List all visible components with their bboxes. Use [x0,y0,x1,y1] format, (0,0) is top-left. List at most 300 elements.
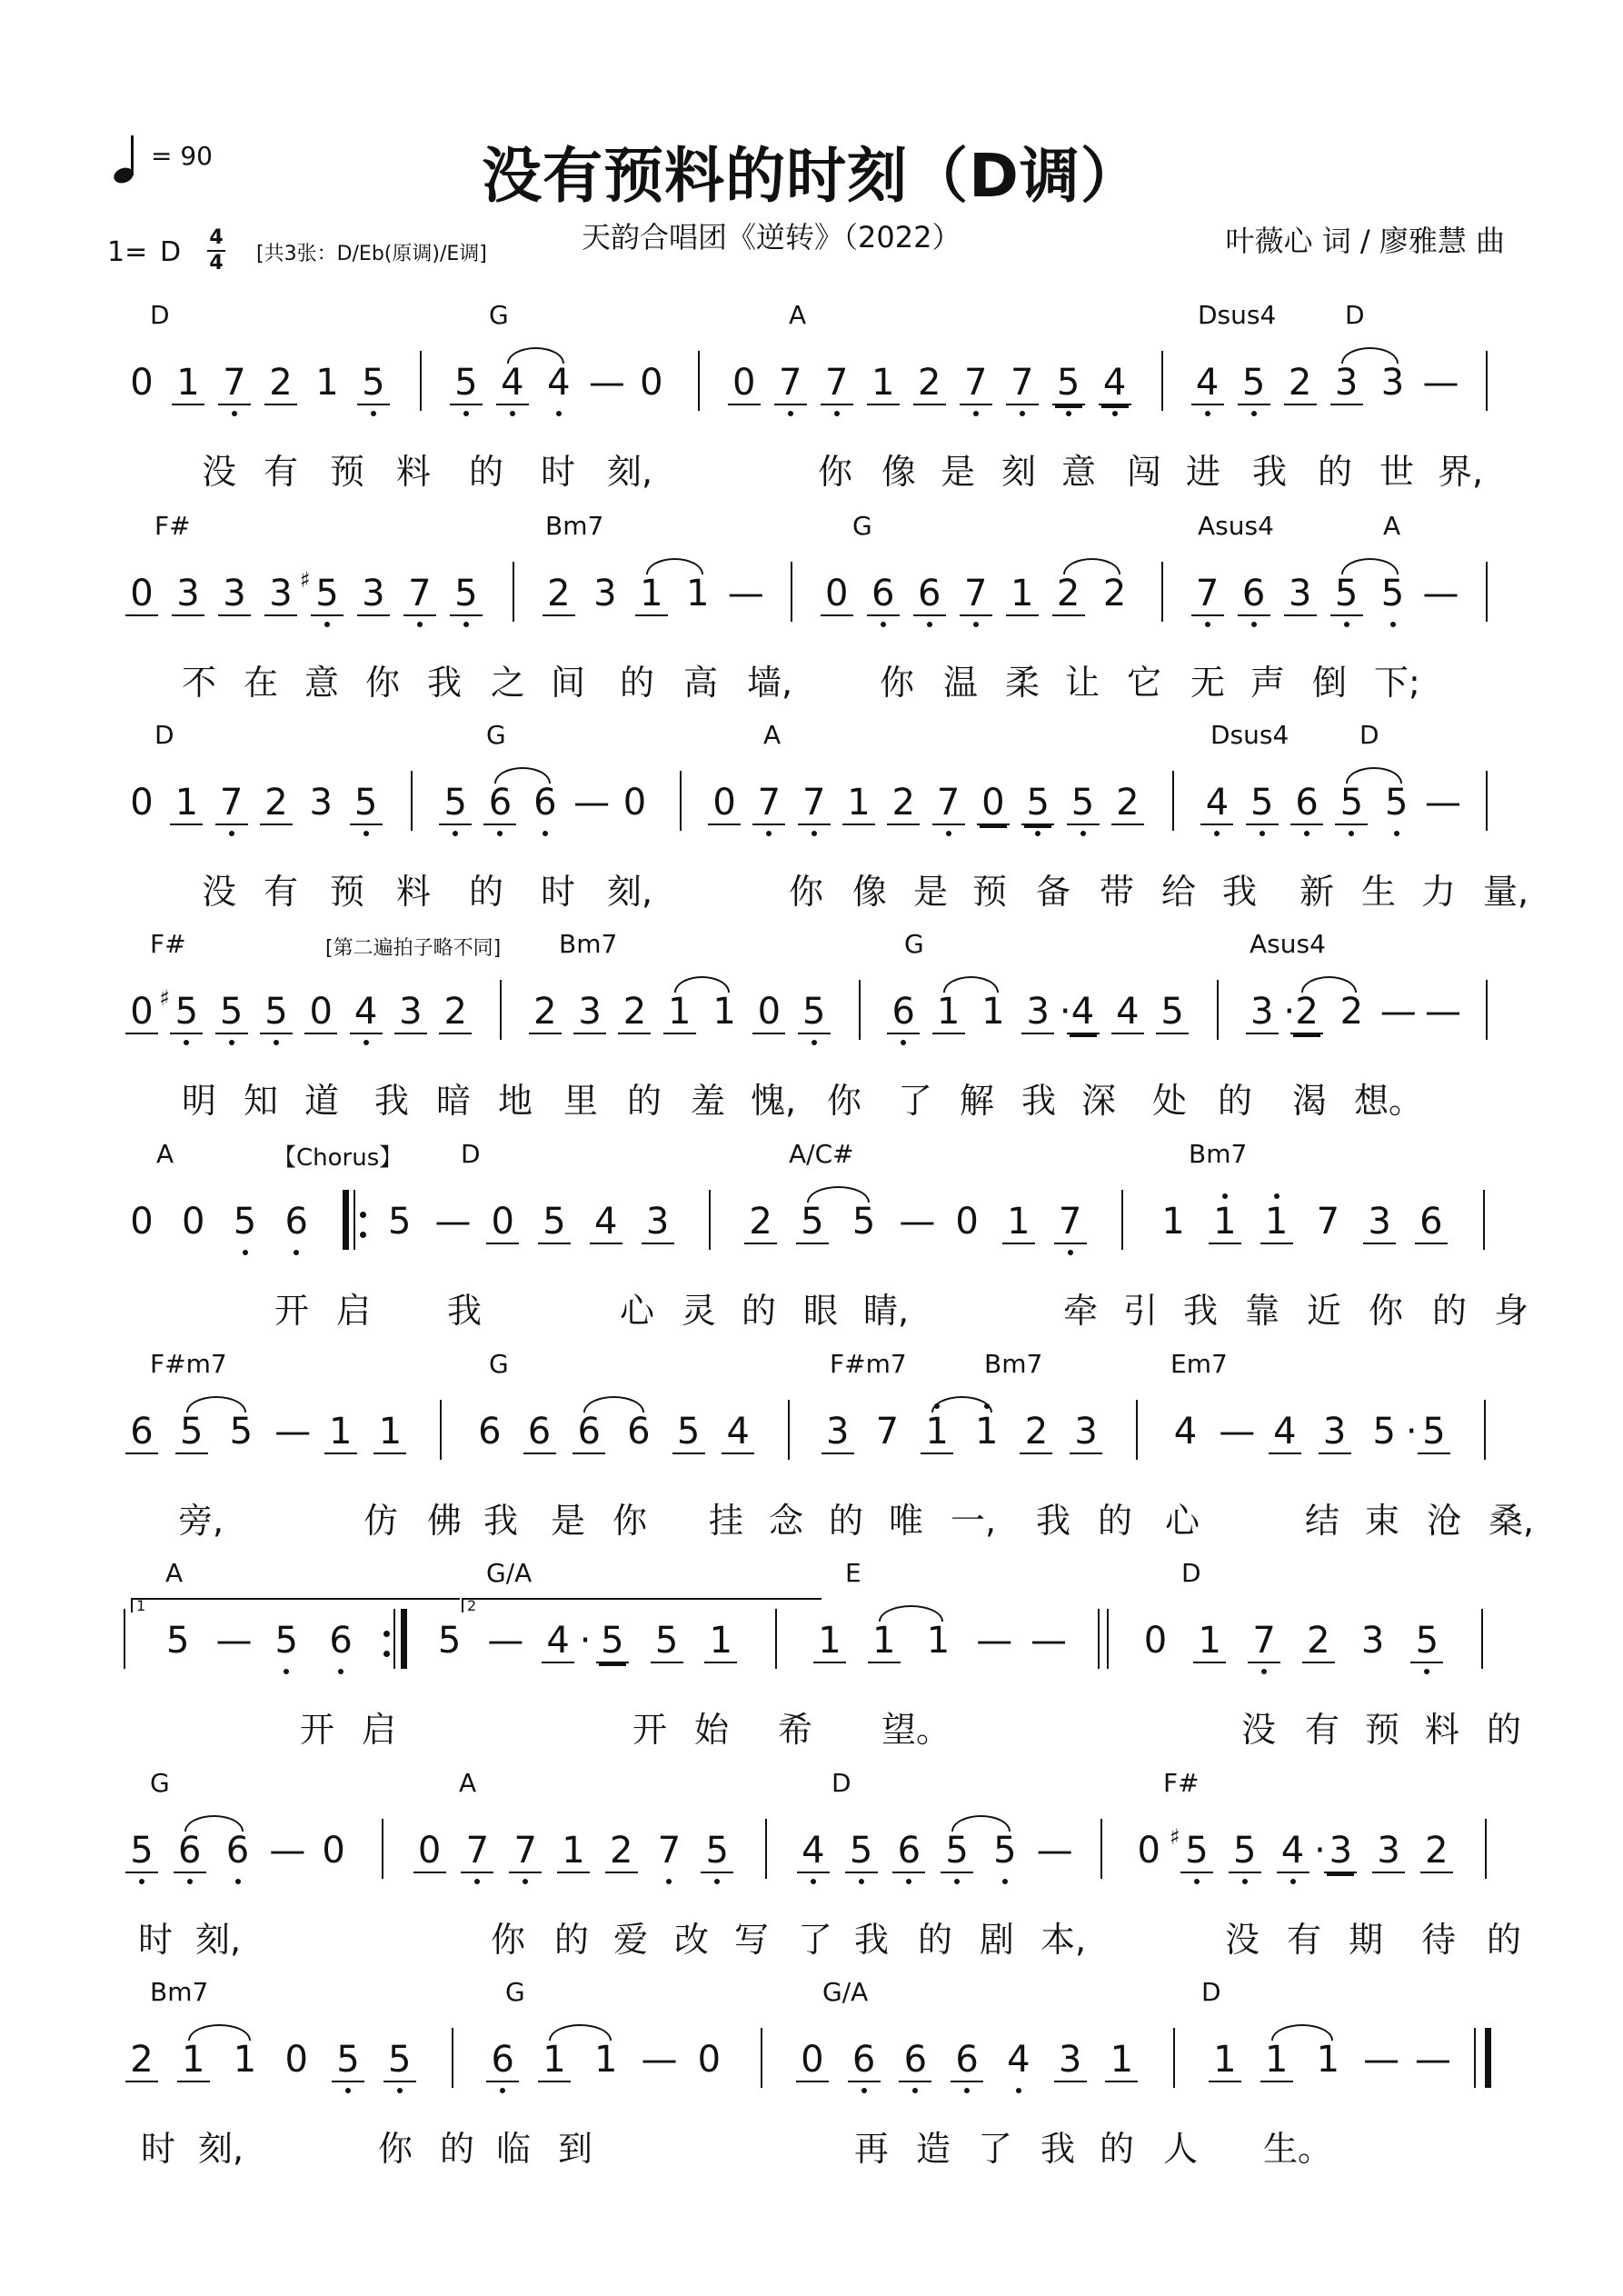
lyric-syllable: 有 [1287,1920,1322,1960]
lyric-syllable: 的 [1218,1081,1253,1121]
lyric-syllable: 地 [498,1081,533,1121]
note: 5 [1410,1620,1443,1663]
note: 5 [1052,362,1085,405]
note: 2 [543,573,575,616]
sustain-dash: — [215,1620,253,1662]
lyric-syllable: 旁, [178,1501,224,1541]
note: 6 [529,782,562,824]
tie-arc [1063,558,1120,574]
note: 0 [640,362,663,404]
low-octave-dot [912,2088,918,2093]
note: 1 [663,991,696,1034]
key-letter: D [160,236,182,268]
lyric-syllable: 造 [916,2129,951,2169]
note: 3 [1372,1830,1405,1873]
chord-symbol: E [845,1558,861,1588]
barline [775,1609,777,1669]
staff-system [0,1349,1623,1558]
note: 1 [1260,2039,1293,2082]
lyric-syllable: 愧, [751,1081,797,1121]
note: 3 [1021,991,1054,1034]
note: 0 [708,782,741,825]
low-octave-dot [1214,831,1220,836]
subtitle: 天韵合唱团《逆转》（2022） [582,220,961,255]
note: 1 [1161,1201,1185,1243]
low-octave-dot [523,1879,528,1884]
lyric-syllable: 生 [1361,872,1397,912]
note: 0 [821,573,853,616]
note: 5 [845,1830,878,1873]
low-octave-dot [861,2088,867,2093]
barline [1217,980,1219,1040]
note: 4 [797,1830,830,1873]
tie-arc [507,347,564,364]
lyric-syllable: 预 [972,872,1008,912]
barline [411,771,413,831]
lyric-syllable: 的 [554,1920,590,1960]
note: 4 [722,1411,754,1454]
note: 5 [798,991,831,1034]
chord-symbol: F# [1163,1768,1200,1798]
chord-symbol: G [852,511,872,541]
lyric-syllable: 身 [1494,1291,1529,1331]
note: 1 [1002,1201,1035,1244]
lyric-syllable: 处 [1152,1081,1188,1121]
low-octave-dot [1002,1879,1008,1884]
chord-symbol: Asus4 [1198,511,1274,541]
lyric-syllable: 刻, [198,2129,244,2169]
note: 4 [1173,1411,1198,1452]
low-octave-dot [371,411,376,416]
lyric-syllable: 我 [427,663,463,703]
lyric-syllable: 预 [330,872,365,912]
note: 5 [439,782,472,825]
note: 6 [887,991,920,1034]
note: 1 [868,1620,901,1663]
low-octave-dot [1424,1669,1429,1674]
note: 1 [233,2039,257,2081]
versions-note: [共3张：D/Eb(原调)/E调] [256,243,487,265]
lyric-syllable: 道 [304,1081,340,1121]
time-signature-top: 4 [209,226,224,249]
repeat-dots [359,1206,366,1243]
note: 0 [697,2039,722,2081]
lyric-syllable: 是 [551,1501,586,1541]
note: 4 [543,362,575,404]
note: 1 [981,991,1005,1033]
tie-arc [943,976,999,993]
lyric-syllable: 预 [1365,1710,1400,1750]
low-octave-dot [811,1879,816,1884]
low-octave-dot [1290,1879,1296,1884]
low-octave-dot [463,411,469,416]
note: 7 [798,782,831,825]
low-octave-dot [1080,831,1086,836]
lyric-syllable: 它 [1127,663,1162,703]
performance-note: [第二遍拍子略不同] [325,937,502,960]
barline [1485,1819,1487,1879]
barline [513,562,514,622]
note: 3 [172,573,204,616]
lyric-syllable: 待 [1421,1920,1457,1960]
note: 4 [1002,2039,1035,2081]
tie-arc [1271,2024,1334,2041]
low-octave-dot [229,1040,234,1045]
lyric-syllable: 新 [1299,872,1335,912]
barline [709,1190,711,1250]
note: 2 [887,782,920,825]
note: 7 [218,362,251,405]
note: 2 [1302,1620,1335,1663]
lyric-syllable: 在 [244,663,279,703]
note: 1 [172,362,204,405]
note: 0 [486,1201,519,1244]
lyric-syllable: 启 [336,1291,372,1331]
lyric-syllable: 解 [960,1081,995,1121]
sustain-dash: — [1422,362,1459,404]
lyric-syllable: 心 [1165,1501,1200,1541]
chord-symbol: F#m7 [150,1349,227,1379]
lyric-syllable: 写 [734,1920,770,1960]
lyric-syllable: 我 [447,1291,483,1331]
note: 0 [322,1830,345,1872]
lyric-syllable: 剧 [980,1920,1015,1960]
low-octave-dot [139,1879,144,1884]
lyric-syllable: 下; [1374,663,1420,703]
barline [1486,562,1488,622]
chord-symbol: G/A [822,1977,869,2007]
lyric-syllable: 人 [1163,2129,1199,2169]
note: 0 [182,1201,205,1243]
note: 5 [1330,573,1363,616]
low-octave-dot [714,1879,720,1884]
note: 6 [627,1411,651,1452]
double-barline [1098,1609,1100,1669]
sustain-dash: — [1219,1411,1256,1452]
lyric-syllable: 了 [978,2129,1013,2169]
low-octave-dot [1260,831,1265,836]
lyric-syllable: 刻 [1001,452,1037,492]
note: 6 [280,1201,313,1243]
low-octave-dot [229,831,234,836]
note: 5 [175,1411,208,1454]
note: 1 [1260,1201,1293,1244]
chord-symbol: F# [154,511,191,541]
note: 6 [222,1830,254,1872]
sustain-dash: — [434,1201,472,1243]
note: 3 [264,573,297,616]
tie-arc [1341,558,1399,574]
lyric-syllable: 启 [362,1710,397,1750]
note: 3 [1380,362,1405,404]
note: 7 [1316,1201,1340,1243]
note: 3 [1324,1830,1357,1873]
lyric-syllable: 是 [913,872,949,912]
note: 7 [932,782,965,825]
note: 5 [701,1830,733,1873]
note: 5 [166,1620,190,1662]
note: 0 [728,362,761,405]
lyric-syllable: 像 [852,872,888,912]
lyric-syllable: 料 [1425,1710,1460,1750]
low-octave-dot [906,1879,911,1884]
barline [1486,980,1488,1040]
note: 5 [260,991,293,1034]
tie-arc [186,1396,247,1413]
lyric-syllable: 你 [789,872,824,912]
lyric-syllable: 羞 [691,1081,726,1121]
lyric-syllable: 望。 [881,1710,951,1750]
barline [1136,1400,1138,1460]
barline [1121,1190,1123,1250]
lyric-syllable: 预 [330,452,365,492]
note: 0 [1137,1830,1160,1872]
lyric-syllable: 时 [138,1920,174,1960]
lyric-syllable: 有 [264,872,299,912]
lyric-syllable: 备 [1036,872,1071,912]
note: 5 [1238,362,1270,405]
repeat-dots [383,1625,390,1662]
lyric-syllable: 世 [1379,452,1415,492]
note: 0 [622,782,647,824]
chord-symbol: F#m7 [830,1349,907,1379]
chord-symbol: Asus4 [1250,929,1326,959]
lyric-syllable: 你 [818,452,853,492]
low-octave-dot [556,411,562,416]
lyric-syllable: 不 [182,663,217,703]
note: 5 [125,1830,158,1873]
note: 1 [373,1411,406,1454]
note: 1 [926,1620,951,1662]
note: 4 [1067,991,1100,1034]
low-octave-dot [294,1250,299,1255]
barline [500,980,502,1040]
lyric-syllable: 眼 [803,1291,839,1331]
staff-system [0,929,1623,1138]
note: 0 [955,1201,979,1243]
staff-system [0,1139,1623,1348]
time-signature [205,227,227,275]
note: 5 [350,782,383,825]
note: 0 [130,782,154,824]
note: 7 [461,1830,493,1873]
note: 5 [450,573,483,616]
note: 7 [1054,1201,1087,1244]
note: 2 [1020,1411,1052,1454]
lyric-syllable: 的 [829,1501,864,1541]
low-octave-dot [1261,1669,1267,1674]
sustain-dash: — [1379,991,1417,1033]
lyric-syllable: 生。 [1263,2129,1333,2169]
lyric-syllable: 刻, [607,872,653,912]
lyric-syllable: 高 [683,663,719,703]
lyric-syllable: 心 [620,1291,655,1331]
low-octave-dot [453,831,458,836]
note: 6 [951,2039,983,2082]
low-octave-dot [1390,622,1396,627]
note: 3 [821,1411,854,1454]
note: 2 [260,782,293,825]
lyric-syllable: 力 [1421,872,1457,912]
lyric-syllable: 料 [396,872,432,912]
note: 0 [752,991,785,1034]
note: 0 [130,1201,154,1243]
note: 1 [1105,2039,1138,2082]
barline [1161,351,1163,411]
low-octave-dot [1242,1879,1248,1884]
low-octave-dot [812,831,817,836]
lyric-syllable: 之 [491,663,526,703]
lyric-syllable: 料 [396,452,432,492]
low-octave-dot [1112,411,1118,416]
note: 5 [388,1201,412,1243]
chord-symbol: D [154,720,174,750]
lyric-syllable: 有 [1305,1710,1340,1750]
lyric-syllable: 的 [742,1291,777,1331]
note: 7 [774,362,807,405]
note: 1 [1209,1201,1241,1244]
low-octave-dot [187,1879,193,1884]
note: 3 [309,782,333,824]
note: 3 [593,573,617,614]
low-octave-dot [243,1250,248,1255]
lyric-syllable: 温 [943,663,979,703]
note: 2 [264,362,297,405]
note: 5 [1229,1830,1261,1873]
note: 4 [1200,782,1233,825]
lyric-syllable: 的 [620,663,655,703]
augmentation-dot: · [1405,1411,1418,1452]
note: 4 [1099,362,1131,405]
lyric-syllable: 仿 [363,1501,399,1541]
barline [788,1400,790,1460]
lyric-syllable: 像 [881,452,917,492]
note: 7 [875,1411,900,1452]
lyric-syllable: 量, [1483,872,1529,912]
barline [1484,1400,1486,1460]
note: 5 [450,362,483,405]
low-octave-dot [666,1879,672,1884]
lyric-syllable: 是 [941,452,976,492]
note: 1 [686,573,710,614]
note: 0 [125,573,158,616]
low-octave-dot [834,411,840,416]
low-octave-dot [766,831,772,836]
lyric-syllable: 意 [1061,452,1097,492]
note: 6 [523,1411,556,1454]
lyric-syllable: 你 [612,1501,648,1541]
note: 0 [977,782,1010,825]
note: 0 [125,991,158,1034]
lyric-syllable: 牵 [1063,1291,1099,1331]
tie-arc [807,1186,870,1203]
note: 0 [304,991,337,1034]
sustain-dash: — [269,1830,306,1872]
low-octave-dot [881,622,886,627]
note: 5 [1021,782,1054,825]
chord-symbol: Dsus4 [1198,300,1277,330]
note: 7 [1248,1620,1280,1663]
lyric-syllable: 临 [496,2129,532,2169]
lyric-syllable: 再 [854,2129,890,2169]
note: 6 [324,1620,357,1662]
tie-arc [1341,347,1399,364]
low-octave-dot [812,1040,817,1045]
chord-symbol: D [461,1139,481,1169]
lyric-syllable: 你 [1369,1291,1404,1331]
low-octave-dot [1205,622,1210,627]
tie-arc [951,1815,1011,1832]
low-octave-dot [284,1669,289,1674]
note: 4 [496,362,529,405]
barline [1161,562,1163,622]
lyric-syllable: 开 [632,1710,668,1750]
note: 2 [605,1830,638,1873]
barline [1100,1819,1102,1879]
sustain-dash: — [727,573,764,614]
lyric-syllable: 我 [1222,872,1258,912]
lyric-syllable: 爱 [613,1920,649,1960]
note: 4 [1191,362,1224,405]
barline [1486,771,1488,831]
lyric-syllable: 的 [1487,1710,1522,1750]
key-label: 1= [107,236,148,268]
lyric-syllable: 我 [854,1920,890,1960]
low-octave-dot [1304,831,1309,836]
note: 7 [960,573,992,616]
tie-arc [1346,767,1401,784]
low-octave-dot [1394,831,1399,836]
note: 7 [1191,573,1224,616]
note: 6 [913,573,946,616]
lyric-syllable: 的 [1098,1501,1133,1541]
note: 0 [413,1830,446,1873]
lyric-syllable: 的 [627,1081,662,1121]
note: 2 [529,991,562,1034]
barline [791,562,792,622]
lyric-syllable: 时 [141,2129,176,2169]
note: 3 [218,573,251,616]
barline [765,1819,767,1879]
tie-arc [1301,976,1357,993]
lyric-syllable: 我 [374,1081,410,1121]
barline [452,2028,453,2088]
staff-system [0,1558,1623,1767]
low-octave-dot [543,831,548,836]
note: 1 [1006,573,1039,616]
note: 5 [437,1620,462,1662]
lyric-syllable: 期 [1349,1920,1384,1960]
high-octave-dot [1222,1193,1228,1199]
lyric-syllable: 我 [1036,1501,1071,1541]
note: 5 [989,1830,1021,1872]
note: 0 [796,2039,829,2082]
note: 5 [1418,1411,1450,1454]
lyric-syllable: 靠 [1245,1291,1280,1331]
note: 7 [752,782,785,825]
lyric-syllable: 本, [1041,1920,1087,1960]
note: 5 ♯ [170,991,203,1034]
chord-symbol: D [1359,720,1379,750]
sustain-dash: — [1422,573,1459,614]
chord-symbol: G [150,1768,170,1798]
note: 5 [1067,782,1100,825]
note: 1 [842,782,875,825]
low-octave-dot [954,1879,960,1884]
note: 1 [177,2039,210,2082]
note: 5 [1377,573,1409,614]
lyric-syllable: 的 [1318,452,1353,492]
